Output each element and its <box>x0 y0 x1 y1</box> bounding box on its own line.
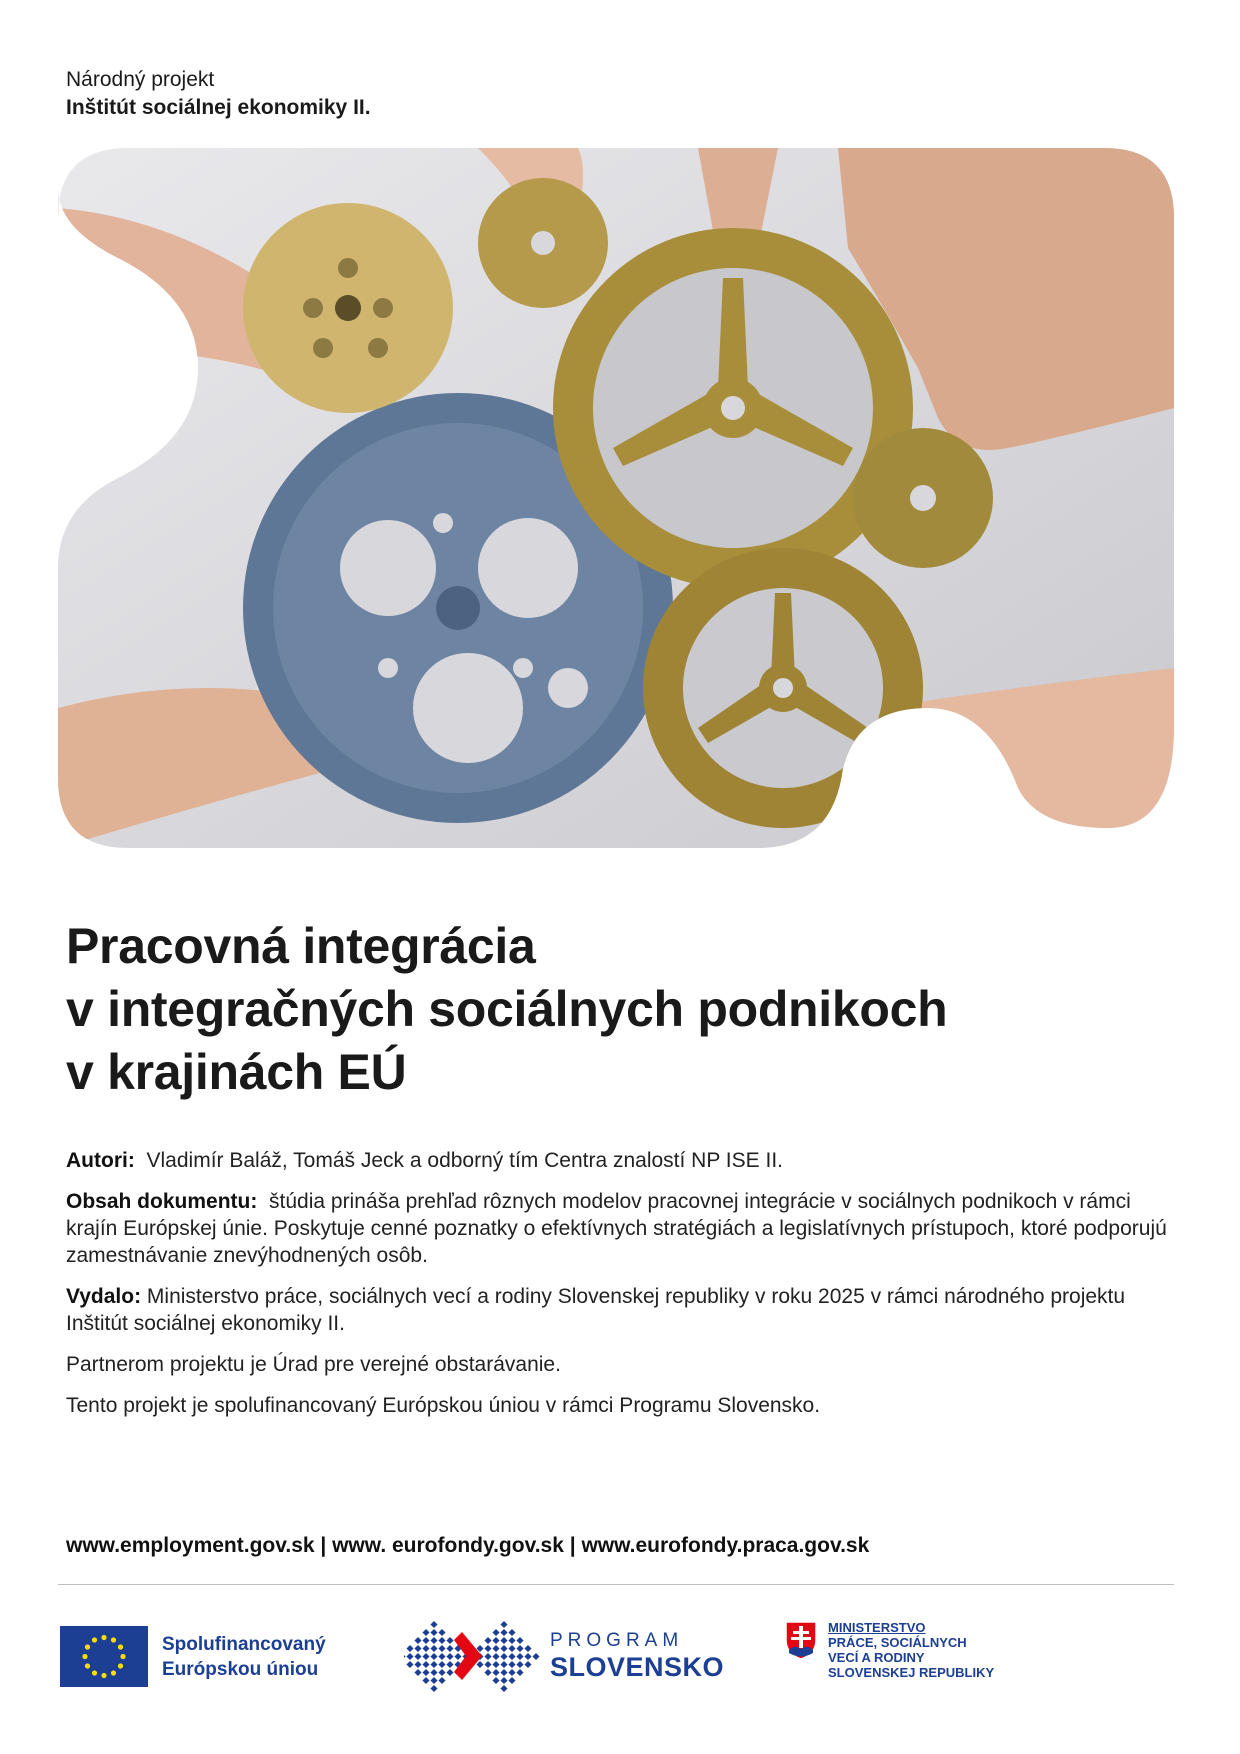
eu-star-icon <box>120 1654 125 1659</box>
ps-dot-icon <box>422 1645 429 1652</box>
eu-star-icon <box>118 1644 123 1649</box>
ps-dot-icon <box>508 1669 515 1676</box>
funding-paragraph: Tento projekt je spolufinancovaný Európskou úniou v rámci Programu Slovensko. <box>66 1394 821 1417</box>
ps-dot-icon <box>500 1669 507 1676</box>
ps-dot-icon <box>430 1653 437 1660</box>
ps-dot-icon <box>492 1645 499 1652</box>
content-label: Obsah dokumentu: <box>66 1190 258 1213</box>
ps-dot-icon <box>438 1669 445 1676</box>
ps-dot-icon <box>516 1661 523 1668</box>
authors-label: Autori: <box>66 1149 135 1172</box>
ps-dot-icon <box>524 1661 531 1668</box>
content-text: štúdia prináša prehľad rôznych modelov pracovnej integrácie v sociálnych podnikoch v rámci krajín Európskej únie. Poskytuje cenné poznatky o efektívnych stratégiách a legislatívnych prístupoch, ktoré podporujú zamestnávanie znevýhodnených osôb. <box>66 1190 1167 1267</box>
ps-dot-icon <box>422 1637 429 1644</box>
eu-star-icon <box>92 1670 97 1675</box>
ps-dot-icon <box>414 1637 421 1644</box>
ps-dot-icon <box>414 1645 421 1652</box>
ps-dot-icon <box>422 1677 429 1684</box>
eu-star-icon <box>85 1644 90 1649</box>
ps-dot-icon <box>492 1653 499 1660</box>
eu-cofunded-logo <box>60 1626 326 1687</box>
ministry-line-4: SLOVENSKEJ REPUBLIKY <box>828 1665 995 1680</box>
ps-dot-icon <box>516 1645 523 1652</box>
eu-text-line-2: Európskou úniou <box>162 1658 319 1680</box>
ps-dot-icon <box>508 1629 515 1636</box>
ps-dot-icon <box>438 1629 445 1636</box>
ps-dot-icon <box>446 1645 453 1652</box>
ps-dot-icon <box>454 1653 461 1660</box>
eu-star-icon <box>111 1637 116 1642</box>
ps-dot-icon <box>484 1669 491 1676</box>
ministry-line-2: PRÁCE, SOCIÁLNYCH <box>828 1635 967 1650</box>
ps-dot-icon <box>492 1669 499 1676</box>
ps-dot-icon <box>500 1629 507 1636</box>
ps-dot-icon <box>484 1645 491 1652</box>
ps-dot-icon <box>438 1645 445 1652</box>
ps-dot-icon <box>430 1661 437 1668</box>
ps-dot-icon <box>446 1653 453 1660</box>
title-line-1: Pracovná integrácia <box>66 918 536 974</box>
ps-dot-icon <box>414 1661 421 1668</box>
eu-star-icon <box>85 1663 90 1668</box>
ps-dot-icon <box>422 1629 429 1636</box>
ps-dot-icon <box>430 1621 437 1628</box>
ps-dot-icon <box>414 1653 421 1660</box>
ps-dot-icon <box>404 1653 406 1660</box>
project-name: Inštitút sociálnej ekonomiky II. <box>66 96 371 119</box>
ps-dot-icon <box>422 1653 429 1660</box>
eu-star-icon <box>101 1635 106 1640</box>
program-label: PROGRAM <box>550 1629 684 1651</box>
ps-dot-icon <box>516 1637 523 1644</box>
eu-star-icon <box>111 1670 116 1675</box>
title-line-2: v integračných sociálnych podnikoch <box>66 981 948 1037</box>
ps-dot-icon <box>500 1677 507 1684</box>
ps-dot-icon <box>532 1653 539 1660</box>
hero-image <box>58 148 1174 848</box>
ps-dot-icon <box>508 1677 515 1684</box>
authors-paragraph <box>66 1147 1186 1174</box>
ps-dot-icon <box>508 1637 515 1644</box>
eu-star-icon <box>118 1663 123 1668</box>
ps-dot-icon <box>438 1653 445 1660</box>
ministry-line-3: VECÍ A RODINY <box>828 1650 925 1665</box>
ps-dot-icon <box>438 1637 445 1644</box>
ps-dot-icon <box>430 1669 437 1676</box>
ps-dot-icon <box>430 1685 437 1692</box>
ps-dot-icon <box>406 1645 413 1652</box>
project-header <box>66 66 371 122</box>
publisher-label: Vydalo: <box>66 1285 142 1308</box>
ps-dot-icon <box>430 1677 437 1684</box>
document-title <box>66 915 947 1104</box>
program-slovensko-icon <box>404 1618 540 1694</box>
ps-dot-icon <box>500 1637 507 1644</box>
publisher-paragraph <box>66 1283 1186 1337</box>
ps-dot-icon <box>508 1661 515 1668</box>
ps-dot-icon <box>430 1637 437 1644</box>
ps-dot-icon <box>500 1685 507 1692</box>
content-paragraph <box>66 1188 1186 1269</box>
ps-dot-icon <box>508 1653 515 1660</box>
eu-flag-icon <box>60 1626 148 1687</box>
ps-dot-icon <box>500 1653 507 1660</box>
ps-dot-icon <box>446 1637 453 1644</box>
website-links[interactable]: www.employment.gov.sk | www. eurofondy.gov.sk | www.eurofondy.praca.gov.sk <box>66 1534 870 1557</box>
eu-text-line-1: Spolufinancovaný <box>162 1633 326 1655</box>
ps-dot-icon <box>430 1645 437 1652</box>
ps-dot-icon <box>508 1645 515 1652</box>
ps-dot-icon <box>516 1669 523 1676</box>
eu-star-icon <box>82 1654 87 1659</box>
ps-dot-icon <box>524 1653 531 1660</box>
footer-divider <box>58 1584 1174 1585</box>
slovak-coat-of-arms-icon <box>784 1620 818 1660</box>
ps-dot-icon <box>476 1661 483 1668</box>
eu-star-icon <box>101 1673 106 1678</box>
ps-dot-icon <box>430 1629 437 1636</box>
ps-dot-icon <box>414 1669 421 1676</box>
ps-dot-icon <box>492 1629 499 1636</box>
ministry-line-1: MINISTERSTVO <box>828 1620 926 1635</box>
project-label: Národný projekt <box>66 68 215 91</box>
ps-dot-icon <box>492 1677 499 1684</box>
partner-paragraph: Partnerom projektu je Úrad pre verejné obstarávanie. <box>66 1353 561 1376</box>
ps-dot-icon <box>422 1661 429 1668</box>
ps-dot-icon <box>500 1621 507 1628</box>
ps-dot-icon <box>516 1653 523 1660</box>
ps-dot-icon <box>484 1637 491 1644</box>
ps-dot-icon <box>438 1677 445 1684</box>
ps-dot-icon <box>422 1669 429 1676</box>
ps-dot-icon <box>484 1661 491 1668</box>
ps-dot-icon <box>438 1661 445 1668</box>
ps-dot-icon <box>484 1653 491 1660</box>
ps-dot-icon <box>406 1653 413 1660</box>
eu-star-icon <box>92 1637 97 1642</box>
ps-dot-icon <box>446 1669 453 1676</box>
ministry-logo <box>784 1620 994 1680</box>
authors-text: Vladimír Baláž, Tomáš Jeck a odborný tím Centra znalostí NP ISE II. <box>146 1149 783 1172</box>
ps-dot-icon <box>500 1661 507 1668</box>
ps-dot-icon <box>524 1645 531 1652</box>
title-line-3: v krajinách EÚ <box>66 1044 407 1100</box>
ps-dot-icon <box>492 1661 499 1668</box>
ps-dot-icon <box>492 1637 499 1644</box>
ps-dot-icon <box>406 1661 413 1668</box>
ps-dot-icon <box>500 1645 507 1652</box>
ps-dot-icon <box>446 1661 453 1668</box>
program-slovensko-logo <box>404 1618 724 1694</box>
slovensko-label: SLOVENSKO <box>550 1651 725 1682</box>
document-info <box>66 1147 1186 1433</box>
publisher-text: Ministerstvo práce, sociálnych vecí a rodiny Slovenskej republiky v roku 2025 v rámci národného projektu Inštitút sociálnej ekonomiky II. <box>66 1285 1126 1335</box>
